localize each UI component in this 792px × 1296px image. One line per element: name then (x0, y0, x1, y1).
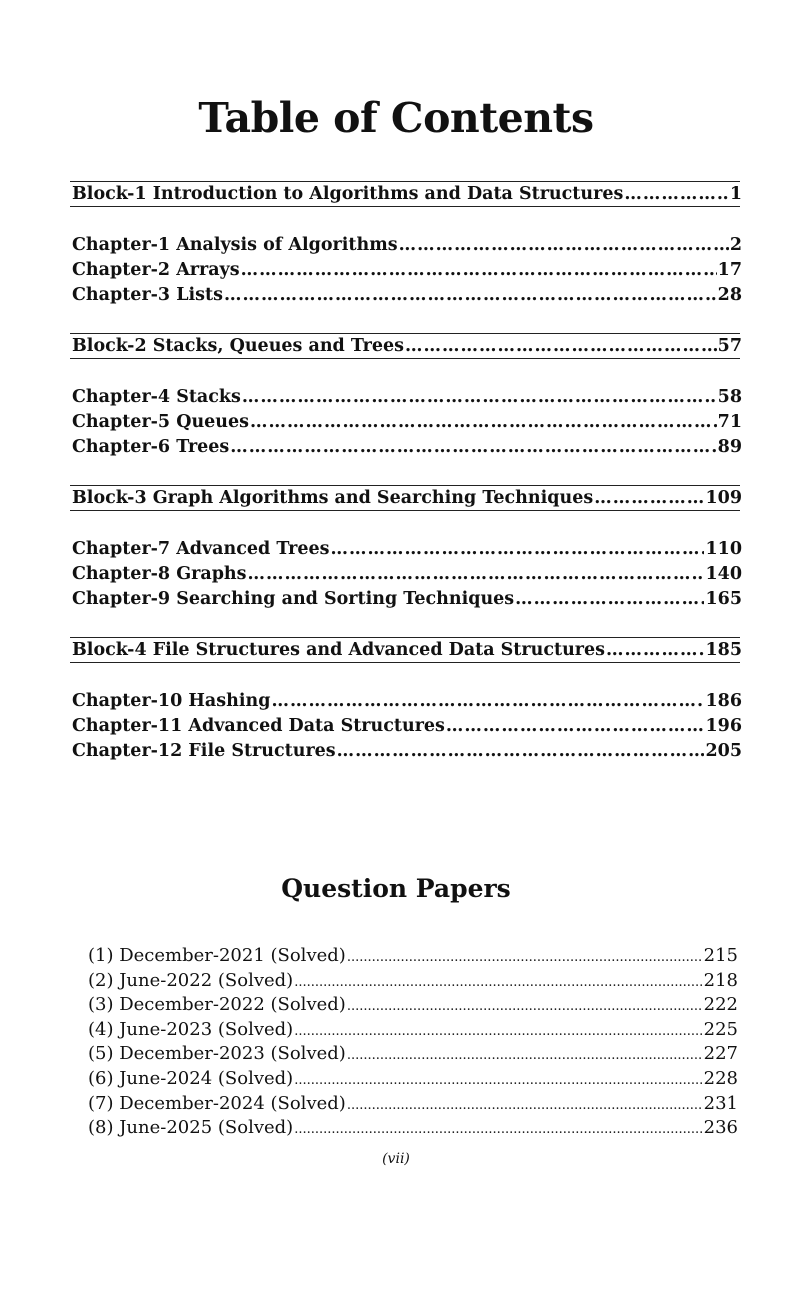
block-row-page: 185 (705, 640, 742, 660)
chapter-list (70, 663, 740, 789)
chapter-row[interactable] (70, 689, 744, 714)
question-paper-row[interactable] (88, 993, 738, 1018)
block-row[interactable] (70, 336, 744, 356)
question-paper-row[interactable] (88, 1018, 738, 1043)
dot-leader (347, 1094, 703, 1119)
block-entry (70, 637, 740, 663)
block-row-label: Block-2 Stacks, Queues and Trees (72, 336, 404, 356)
chapter-row-label: Chapter-2 Arrays (72, 260, 240, 280)
dot-leader (337, 739, 705, 764)
chapter-row-page: 71 (717, 412, 742, 432)
question-paper-row-label: (7) December-2024 (Solved) (88, 1092, 346, 1114)
chapter-row[interactable] (70, 385, 744, 410)
block-row[interactable] (70, 640, 744, 660)
dot-leader (515, 587, 704, 612)
dot-leader (294, 1020, 702, 1045)
chapter-row-label: Chapter-5 Queues (72, 412, 250, 432)
dot-leader (347, 946, 703, 971)
dot-leader (294, 1069, 702, 1094)
chapter-row-label: Chapter-10 Hashing (72, 691, 271, 711)
block-row-label: Block-3 Graph Algorithms and Searching Techniques (72, 488, 594, 508)
question-paper-row[interactable] (88, 1042, 738, 1067)
chapter-row-label: Chapter-7 Advanced Trees (72, 539, 330, 559)
page-number: (vii) (382, 1151, 410, 1167)
chapter-row[interactable] (70, 233, 744, 258)
question-paper-row[interactable] (88, 944, 738, 969)
question-paper-row-label: (5) December-2023 (Solved) (88, 1043, 346, 1065)
question-papers-title: Question Papers (281, 874, 511, 903)
question-paper-row-label: (6) June-2024 (Solved) (88, 1067, 294, 1089)
chapter-row[interactable] (70, 435, 744, 460)
question-paper-row-label: (3) December-2022 (Solved) (88, 994, 346, 1016)
chapter-row-page: 110 (705, 539, 742, 559)
chapter-row-page: 186 (705, 691, 742, 711)
chapter-row-label: Chapter-9 Searching and Sorting Techniques (72, 589, 515, 609)
chapter-row-page: 205 (705, 741, 742, 761)
dot-leader (446, 714, 705, 739)
question-paper-row-label: (2) June-2022 (Solved) (88, 969, 294, 991)
chapter-row-page: 140 (705, 564, 742, 584)
question-paper-row-page: 222 (703, 994, 738, 1016)
dot-leader (405, 336, 717, 356)
block-row-label: Block-4 File Structures and Advanced Data Structures (72, 640, 606, 660)
question-paper-row[interactable] (88, 1116, 738, 1141)
block-row-page: 57 (717, 336, 742, 356)
page-title: Table of Contents (198, 94, 594, 142)
chapter-row-label: Chapter-1 Analysis of Algorithms (72, 235, 398, 255)
chapter-row-label: Chapter-8 Graphs (72, 564, 247, 584)
chapter-row[interactable] (70, 714, 744, 739)
chapter-row-page: 58 (717, 387, 742, 407)
chapter-row[interactable] (70, 739, 744, 764)
chapter-row-label: Chapter-4 Stacks (72, 387, 241, 407)
question-paper-row-page: 236 (703, 1117, 738, 1139)
question-paper-row-page: 215 (703, 945, 738, 966)
chapter-row-label: Chapter-12 File Structures (72, 741, 336, 761)
question-papers-list (88, 944, 738, 1141)
dot-leader (330, 537, 704, 562)
chapter-list (70, 207, 740, 333)
block-row-page: 1 (729, 184, 742, 204)
chapter-row-page: 2 (729, 235, 742, 255)
question-paper-row-page: 228 (703, 1067, 738, 1089)
dot-leader (241, 258, 717, 283)
chapter-row[interactable] (70, 587, 744, 612)
chapter-row[interactable] (70, 258, 744, 283)
dot-leader (347, 995, 703, 1020)
question-paper-row-label: (4) June-2023 (Solved) (88, 1018, 294, 1040)
chapter-row-page: 28 (717, 285, 742, 305)
block-entry (70, 485, 740, 511)
chapter-list (70, 511, 740, 637)
dot-leader (224, 283, 717, 308)
block-row[interactable] (70, 184, 744, 204)
block-entry (70, 181, 740, 207)
chapter-row-label: Chapter-3 Lists (72, 285, 223, 305)
question-paper-row[interactable] (88, 1092, 738, 1117)
chapter-row[interactable] (70, 283, 744, 308)
dot-leader (250, 410, 717, 435)
block-row-page: 109 (705, 488, 742, 508)
chapter-row-page: 89 (717, 437, 742, 457)
dot-leader (242, 385, 717, 410)
block-row-label: Block-1 Introduction to Algorithms and Data Structures (72, 184, 624, 204)
dot-leader (347, 1044, 703, 1069)
table-of-contents (70, 181, 740, 789)
dot-leader (271, 689, 704, 714)
chapter-row-page: 17 (717, 260, 742, 280)
dot-leader (294, 971, 702, 996)
chapter-row[interactable] (70, 537, 744, 562)
question-paper-row-page: 231 (703, 1092, 738, 1114)
question-paper-row[interactable] (88, 1067, 738, 1092)
question-paper-row-label: (8) June-2025 (Solved) (88, 1117, 294, 1139)
dot-leader (399, 233, 729, 258)
dot-leader (294, 1118, 702, 1143)
chapter-row-page: 165 (705, 589, 742, 609)
question-paper-row-page: 218 (703, 969, 738, 991)
chapter-row-page: 196 (705, 716, 742, 736)
dot-leader (606, 640, 704, 660)
question-paper-row-page: 225 (703, 1018, 738, 1040)
chapter-row[interactable] (70, 410, 744, 435)
chapter-row-label: Chapter-6 Trees (72, 437, 230, 457)
block-row[interactable] (70, 488, 744, 508)
question-paper-row[interactable] (88, 969, 738, 994)
chapter-row-label: Chapter-11 Advanced Data Structures (72, 716, 445, 736)
chapter-row[interactable] (70, 562, 744, 587)
dot-leader (248, 562, 705, 587)
dot-leader (624, 184, 729, 204)
question-paper-row-label: (1) December-2021 (Solved) (88, 945, 346, 966)
dot-leader (594, 488, 704, 508)
chapter-list (70, 359, 740, 485)
dot-leader (230, 435, 716, 460)
question-paper-row-page: 227 (703, 1043, 738, 1065)
block-entry (70, 333, 740, 359)
